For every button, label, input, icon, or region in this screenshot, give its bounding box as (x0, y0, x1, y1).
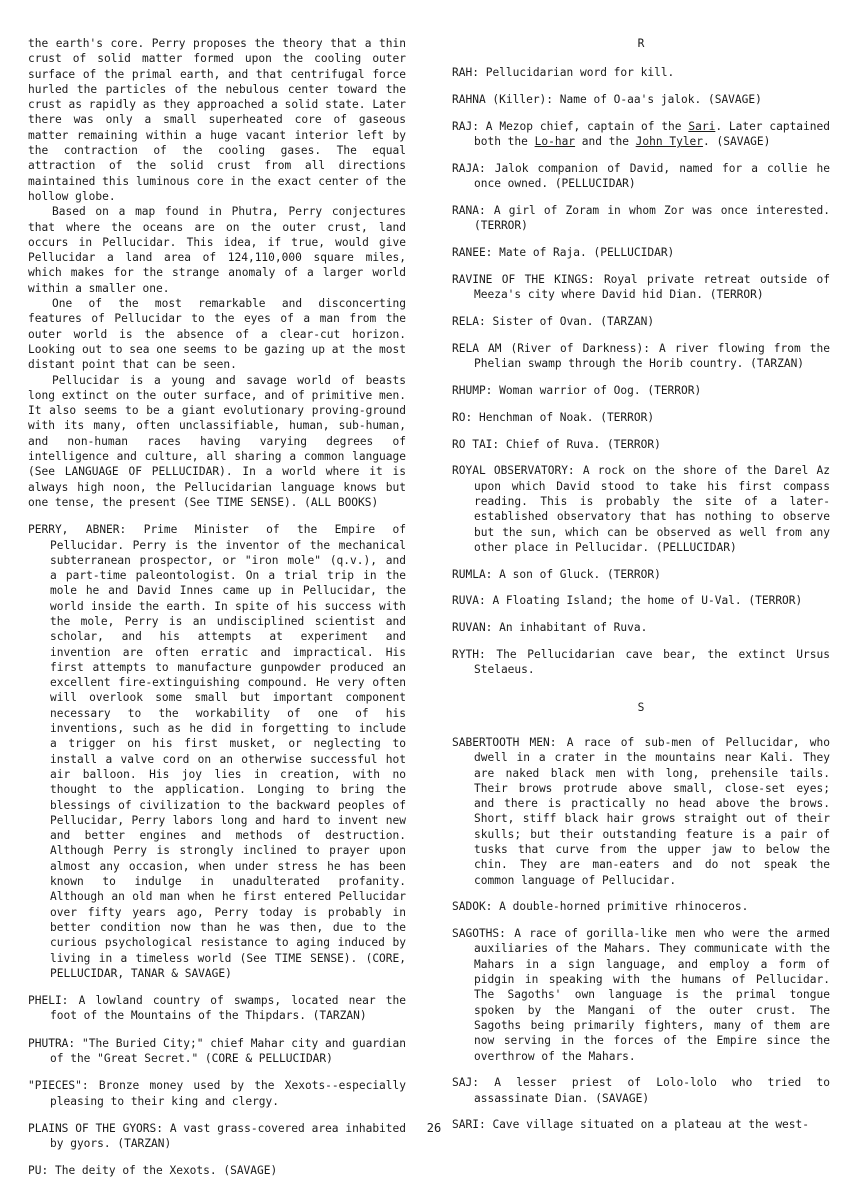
entry-text: Henchman of Noak. (TERROR) (478, 410, 655, 424)
entry-ro-tai (452, 437, 830, 452)
entry-text: A Mezop chief, captain of the (485, 119, 689, 133)
entry-headword: RANEE: (452, 246, 493, 260)
entry-text: "The Buried City;" chief Mahar city and guardian of the "Great Secret." (CORE & PELLUCIDAR) (50, 1036, 406, 1065)
entry-sadok (452, 899, 830, 914)
entry-text: . Later captained both the (474, 119, 830, 149)
page-number: 26 (426, 1121, 442, 1135)
entry-ryth (452, 647, 830, 678)
entry-text: A race of gorilla-like men who were the armed auxiliaries of the Mahars. They communicate with the Mahars in a sign language, and employ a form of pidgin in speaking with the humans of Pellucidar. The Sagoths' own language is the primal tongue spoken by the Mangani of the outer crust. The Sagoths being primarily fighters, many of them are now serving in the forces of the Empire since the overthrow of the Mahars. (474, 927, 830, 1063)
entry-headword: RUVAN: (452, 621, 493, 635)
entry-rhump (452, 383, 830, 398)
entry-text: A son of Gluck. (TERROR) (499, 567, 661, 581)
entry-headword: RO: (452, 410, 473, 424)
entry-text: Sister of Ovan. (TARZAN) (492, 315, 655, 329)
entry-headword: RYTH: (452, 648, 486, 662)
ship-name: Lo-har (534, 135, 576, 149)
entry-headword: ROYAL OBSERVATORY: (452, 464, 575, 478)
entry-headword: SAJ: (452, 1076, 479, 1090)
entry-text: Woman warrior of Oog. (TERROR) (499, 383, 702, 397)
entry-text: Bronze money used by the Xexots--especially pleasing to their king and clergy. (50, 1079, 406, 1108)
entry-rumla (452, 567, 830, 582)
entry-text: A girl of Zoram in whom Zor was once interested. (TERROR) (474, 204, 830, 233)
entry-text: A vast grass-covered area inhabited by gyors. (TARZAN) (50, 1121, 406, 1151)
entry-text: Jalok companion of David, named for a collie he once owned. (PELLUCIDAR) (474, 161, 830, 191)
entry-sagoths (452, 926, 830, 1064)
ship-name: John Tyler (635, 135, 704, 149)
section-letter-s: S (637, 700, 645, 714)
entry-headword: RAJA: (452, 161, 486, 175)
entry-text: Pellucidarian word for kill. (485, 66, 675, 80)
entry-text: A race of sub-men of Pellucidar, who dwell in a crater in the mountains near Kali. They are naked black men with long, prehensile tails. Their brows protrude above small, close-set eyes; and there is practically no head above the brows. Short, stiff black hair grows straight out of their skulls; but their outstanding feature is a pair of tusks that curve from the upper jaw to below the chin. They are man-eaters and do not speak the common language of Pellucidar. (474, 735, 830, 887)
entry-headword: SAGOTHS: (452, 927, 506, 941)
entry-text: Cave village situated on a plateau at the west- (492, 1118, 810, 1132)
entry-raj (452, 119, 830, 150)
entry-headword: PERRY, ABNER: (28, 523, 127, 537)
section-letter-r: R (637, 37, 645, 50)
entry-rahna (452, 92, 830, 107)
ship-name: Sari (688, 119, 716, 133)
entry-saj (452, 1075, 830, 1106)
entry-text: A lesser priest of Lolo-lolo who tried to assassinate Dian. (SAVAGE) (474, 1076, 830, 1105)
entry-headword: RELA AM (River of Darkness): (452, 341, 650, 355)
entry-ranee (452, 245, 830, 260)
entry-headword: RO TAI: (452, 437, 500, 451)
entry-headword: PHELI: (28, 994, 69, 1008)
entry-pieces (28, 1078, 406, 1109)
entry-pheli (28, 993, 406, 1024)
entry-text: . (SAVAGE) (703, 135, 771, 149)
entry-headword: SADOK: (452, 900, 493, 914)
entry-ro (452, 410, 830, 425)
entry-text: Royal private retreat outside of Meeza's city where David hid Dian. (TERROR) (474, 272, 830, 302)
entry-royal-observatory (452, 463, 830, 555)
entry-headword: SABERTOOTH MEN: (452, 735, 557, 749)
entry-headword: PU: (28, 1164, 49, 1178)
entry-pu (28, 1163, 406, 1178)
entry-rah (452, 65, 830, 80)
paragraph: One of the most remarkable and disconcerting features of Pellucidar to the eyes of a man from the outer world is the absence of a clear-cut horizon. Looking out to sea one seems to be gazing up at the most distant point that can be seen. (28, 297, 406, 372)
paragraph: Pellucidar is a young and savage world of beasts long extinct on the outer surface, and of primitive men. It also seems to be a giant evolutionary proving-ground with its many, often unclassifiable, human, sub-human, and non-human races having varying degrees of intelligence and culture, all sharing a common language (See LANGUAGE OF PELLUCIDAR). In a world where it is always high noon, the Pellucidarian language knows but one tense, the present (See TIME SENSE). (ALL BOOKS) (28, 373, 406, 509)
entry-text: Name of O-aa's jalok. (SAVAGE) (559, 93, 762, 107)
entry-text: A river flowing from the Phelian swamp through the Horib country. (TARZAN) (474, 341, 830, 371)
entry-headword: PHUTRA: (28, 1036, 76, 1050)
entry-ruvan (452, 620, 830, 635)
entry-text: The deity of the Xexots. (SAVAGE) (54, 1164, 278, 1178)
entry-headword: PLAINS OF THE GYORS: (28, 1121, 164, 1135)
entry-headword: RHUMP: (452, 383, 493, 397)
entry-text: An inhabitant of Ruva. (499, 621, 648, 635)
entry-headword: RAH: (452, 66, 479, 80)
entry-text: Chief of Ruva. (TERROR) (505, 437, 661, 451)
entry-headword: SARI: (452, 1118, 486, 1132)
entry-headword: RUMLA: (452, 567, 493, 581)
paragraph: the earth's core. Perry proposes the theory that a thin crust of solid matter formed upon the cooling outer surface of the primal earth, and that centrifugal force hurled the particles of the nebulous center toward the crust as rapidly as they approached a solid state. Later there was only a small superheated core of gaseous matter remaining within a huge vacant interior left by the contraction of the cooling gases. The equal attraction of the solid crust from all directions maintained this luminous core in the exact center of the hollow globe. (28, 37, 406, 203)
entry-phutra (28, 1036, 406, 1067)
entry-text: and the (575, 135, 636, 149)
entry-text: The Pellucidarian cave bear, the extinct Ursus Stelaeus. (474, 648, 830, 677)
entry-sabertooth-men (452, 735, 830, 888)
entry-headword: RELA: (452, 315, 486, 329)
entry-text: A lowland country of swamps, located near the foot of the Mountains of the Thipdars. (TARZAN) (50, 994, 406, 1023)
entry-headword: RAVINE OF THE KINGS: (452, 272, 595, 286)
paragraph: Based on a map found in Phutra, Perry conjectures that where the oceans are on the outer crust, land occurs in Pellucidar. This idea, if true, would give Pellucidar a land area of 124,110,000 square miles, which makes for the strange anomaly of a larger world within a smaller one. (28, 205, 406, 295)
entry-headword: RAHNA (Killer): (452, 93, 554, 107)
entry-text: Prime Minister of the Empire of Pellucidar. Perry is the inventor of the mechanical subterranean prospector, or "iron mole" (q.v.), and a part-time paleontologist. On a trial trip in the mole he and David Innes came up in Pellucidar, the world inside the earth. In spite of his success with the mole, Perry is an undisciplined scientist and scholar, and his attempts at experiment and invention are often erratic and impractical. His first attempts to manufacture gunpowder produced an excellent fire-extinguishing compound. He very often will overlook some small but important component necessary to the workability of one of his inventions, such as he did in forgetting to include a trigger on his first musket, or neglecting to install a valve cord on an otherwise successful hot air balloon. His joy lies in creation, with no thought to the application. Longing to bring the blessings of civilization to the backward peoples of Pellucidar, Perry labors long and hard to invent new and better engines and methods of destruction. Although Perry is strongly inclined to prayer upon almost any occasion, when under stress he has been known to indulge in unadulterated profanity. Although an old man when he first entered Pellucidar over fifty years ago, Perry today is probably in better condition now than he was then, due to the curious psychological resistance to aging induced by living in a timeless world (See TIME SENSE). (CORE, PELLUCIDAR, TANAR & SAVAGE) (50, 523, 406, 980)
entry-text: A rock on the shore of the Darel Az upon which David stood to take his first compass reading. This is probably the site of a later-established observatory that has nothing to observe but the sun, which can be observed as well from any other place in Pellucidar. (PELLUCIDAR) (474, 464, 830, 554)
entry-rana (452, 203, 830, 234)
entry-headword: RUVA: (452, 594, 486, 608)
entry-headword: "PIECES": (28, 1079, 89, 1093)
entry-text: A double-horned primitive rhinoceros. (499, 900, 749, 914)
entry-text: Mate of Raja. (PELLUCIDAR) (499, 246, 675, 260)
left-column (28, 36, 406, 1191)
right-column (452, 36, 830, 1144)
entry-text: A Floating Island; the home of U-Val. (TERROR) (492, 594, 803, 608)
entry-rela-am (452, 341, 830, 372)
entry-ruva (452, 593, 830, 608)
entry-ravine-of-the-kings (452, 272, 830, 303)
entry-perry (28, 522, 406, 981)
entry-rela (452, 314, 830, 329)
entry-headword: RAJ: (452, 119, 479, 133)
entry-raja (452, 161, 830, 192)
entry-headword: RANA: (452, 204, 486, 218)
